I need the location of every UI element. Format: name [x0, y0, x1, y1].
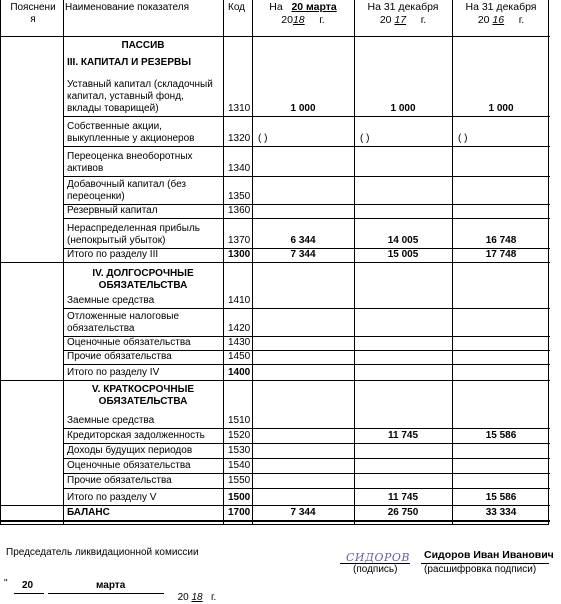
row-divider: [1, 520, 550, 522]
row-value-v3: 16 748: [485, 235, 517, 246]
row-value-v3: 15 586: [485, 492, 517, 503]
row-divider: [63, 473, 550, 474]
row-value-v3: 1 000: [488, 103, 514, 114]
row-divider: [63, 458, 550, 459]
row-code: 1420: [228, 323, 251, 334]
row-value-v2: 15 005: [387, 249, 419, 260]
row-value-v1: 6 344: [290, 235, 316, 246]
row-divider: [1, 36, 550, 37]
row-value-v1: 1 000: [290, 103, 316, 114]
date-day-line: [14, 593, 44, 594]
row-name: Итого по разделу III: [67, 249, 159, 260]
row-value-v1: ( ): [258, 133, 268, 144]
row-name: Итого по разделу IV: [67, 367, 160, 378]
row-divider: [63, 218, 550, 219]
section-shortterm: V. КРАТКОСРОЧНЫЕ ОБЯЗАТЕЛЬСТВА: [91, 384, 195, 407]
row-value-v2: ( ): [360, 133, 370, 144]
row-code: 1700: [228, 507, 251, 518]
row-value-v3: 15 586: [485, 430, 517, 441]
row-code: 1430: [228, 337, 251, 348]
date-year: 20 18 г.: [177, 592, 217, 603]
row-divider: [63, 364, 550, 365]
row-name: БАЛАНС: [67, 507, 110, 518]
row-name: Резервный капитал: [67, 205, 158, 216]
row-value-v3: 33 334: [485, 507, 517, 518]
chair-label: Председатель ликвидационной комиссии: [6, 547, 199, 558]
row-code: 1450: [228, 351, 251, 362]
date-quote: ": [4, 578, 8, 589]
row-value-v2: 14 005: [387, 235, 419, 246]
row-code: 1370: [228, 235, 251, 246]
row-code: 1320: [228, 133, 251, 144]
row-divider: [63, 428, 550, 429]
row-name: Переоценка внеоборотных активов: [67, 151, 193, 174]
row-name: Добавочный капитал (без переоценки): [67, 179, 187, 202]
row-name: Нераспределенная прибыль (непокрытый убыток): [67, 223, 201, 246]
row-value-v2: 11 745: [387, 492, 419, 503]
row-code: 1400: [228, 367, 251, 378]
row-name: Собственные акции, выкупленные у акционеров: [67, 121, 195, 144]
row-name: Оценочные обязательства: [67, 460, 191, 471]
row-name: Итого по разделу V: [67, 492, 157, 503]
header-date-2: На 31 декабря 20 17 г.: [367, 1, 439, 26]
row-name: Оценочные обязательства: [67, 337, 191, 348]
row-code: 1310: [228, 103, 251, 114]
row-name: Прочие обязательства: [67, 475, 172, 486]
signature-mark: СИДОРОВ: [346, 551, 410, 564]
row-divider: [63, 488, 550, 489]
row-value-v1: 7 344: [290, 507, 316, 518]
row-code: 1350: [228, 191, 251, 202]
row-divider: [63, 308, 550, 309]
row-name: Уставный капитал (складочный капитал, уставный фонд, вклады товарищей): [67, 79, 213, 114]
row-code: 1360: [228, 205, 251, 216]
row-divider: [1, 262, 550, 263]
row-divider: [1, 380, 550, 381]
row-code: 1520: [228, 430, 251, 441]
name-caption: (расшифровка подписи): [424, 564, 537, 575]
row-name: Кредиторская задолженность: [67, 430, 205, 441]
row-name: Отложенные налоговые обязательства: [67, 311, 180, 334]
row-value-v3: 17 748: [485, 249, 517, 260]
row-name: Доходы будущих периодов: [67, 445, 193, 456]
row-value-v2: 26 750: [387, 507, 419, 518]
date-month-line: [48, 593, 164, 594]
full-name: Сидоров Иван Иванович: [424, 549, 554, 561]
row-code: 1340: [228, 163, 251, 174]
row-code: 1500: [228, 492, 251, 503]
row-value-v2: 11 745: [387, 430, 419, 441]
section-passive: ПАССИВ: [121, 40, 165, 51]
row-divider: [63, 116, 550, 117]
header-indicator-name: Наименование показателя: [65, 2, 189, 13]
row-code: 1410: [228, 295, 251, 306]
section-longterm: IV. ДОЛГОСРОЧНЫЕ ОБЯЗАТЕЛЬСТВА: [92, 268, 194, 291]
row-divider: [63, 176, 550, 177]
date-month: марта: [96, 580, 126, 591]
signature-caption: (подпись): [353, 564, 398, 575]
header-notes: Пояснени я: [10, 2, 56, 25]
header-date-3: На 31 декабря 20 16 г.: [465, 1, 537, 26]
row-divider: [63, 146, 550, 147]
row-value-v2: 1 000: [390, 103, 416, 114]
row-code: 1540: [228, 460, 251, 471]
row-name: Заемные средства: [67, 415, 155, 426]
row-name: Заемные средства: [67, 295, 155, 306]
row-value-v3: ( ): [458, 133, 468, 144]
row-divider: [1, 505, 550, 506]
header-code: Код: [228, 2, 246, 13]
date-day: 20: [22, 580, 34, 591]
header-date-1: На 20 марта 2018 г.: [269, 1, 337, 26]
row-code: 1510: [228, 415, 251, 426]
row-code: 1300: [228, 249, 251, 260]
row-code: 1530: [228, 445, 251, 456]
section-capital: III. КАПИТАЛ И РЕЗЕРВЫ: [67, 57, 191, 68]
row-name: Прочие обязательства: [67, 351, 172, 362]
row-divider: [63, 443, 550, 444]
row-code: 1550: [228, 475, 251, 486]
row-value-v1: 7 344: [290, 249, 316, 260]
